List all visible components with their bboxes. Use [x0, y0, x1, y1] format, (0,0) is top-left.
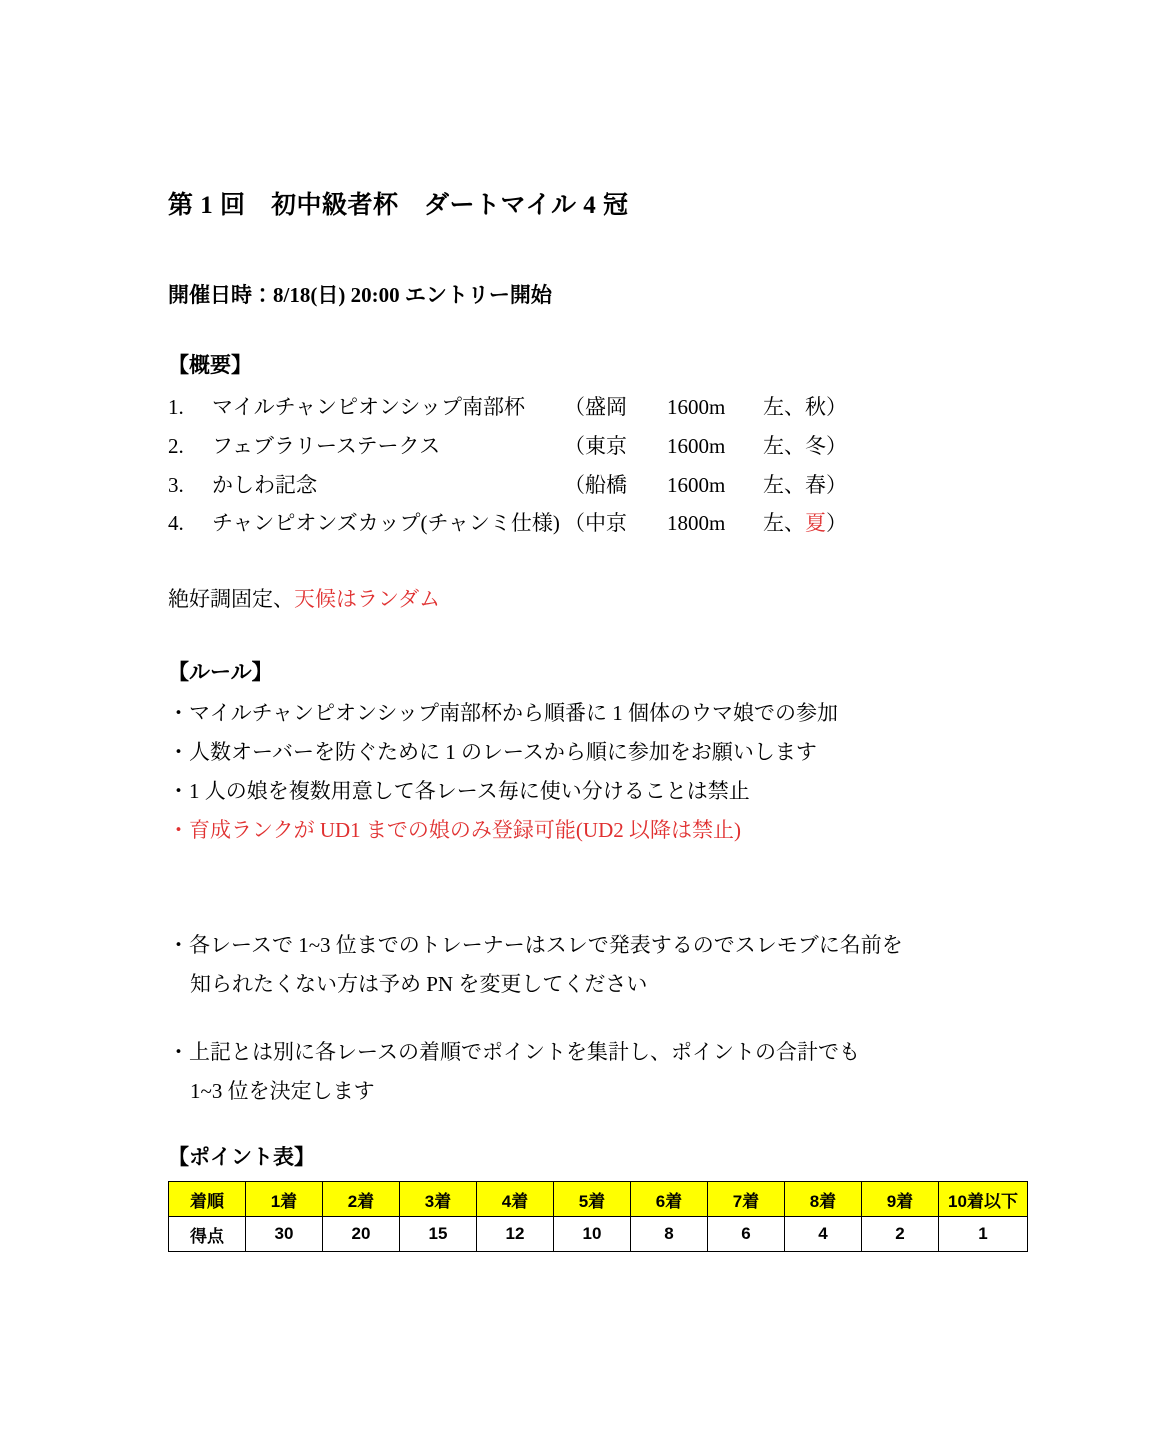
open-paren: （ — [564, 394, 585, 419]
column-header-place: 5着 — [554, 1182, 631, 1217]
table-row — [169, 1182, 1028, 1217]
note-line: 1~3 位を決定します — [190, 1079, 375, 1104]
column-header-place: 8着 — [785, 1182, 862, 1217]
race-condition: 左、秋 — [763, 394, 826, 419]
race-name: かしわ記念 — [212, 472, 317, 497]
race-name: チャンピオンズカップ(チャンミ仕様) — [212, 511, 560, 536]
column-header-place: 7着 — [708, 1182, 785, 1217]
points-value: 12 — [477, 1217, 554, 1252]
note-line: ・各レースで 1~3 位までのトレーナーはスレで発表するのでスレモブに名前を — [168, 932, 903, 957]
event-datetime: 開催日時：8/18(日) 20:00 エントリー開始 — [168, 283, 552, 307]
list-item: ・育成ランクが UD1 までの娘のみ登録可能(UD2 以降は禁止) — [168, 817, 741, 842]
points-table-head — [169, 1182, 1028, 1217]
column-header-place: 10着以下 — [939, 1182, 1028, 1217]
overview-heading: 【概要】 — [168, 353, 252, 378]
race-list — [168, 388, 1028, 543]
race-number: 3. — [168, 472, 184, 497]
open-paren: （ — [564, 511, 585, 536]
rules-heading: 【ルール】 — [168, 659, 273, 684]
column-header-place: 2着 — [323, 1182, 400, 1217]
points-value: 2 — [862, 1217, 939, 1252]
note-line: 知られたくない方は予め PN を変更してください — [190, 971, 648, 996]
close-paren: ） — [826, 511, 847, 536]
points-value: 15 — [400, 1217, 477, 1252]
race-condition-season: 夏 — [805, 511, 826, 536]
race-distance: 1600m — [667, 433, 726, 458]
column-header-place: 9着 — [862, 1182, 939, 1217]
points-value: 4 — [785, 1217, 862, 1252]
column-header-place: 6着 — [631, 1182, 708, 1217]
race-distance: 1600m — [667, 394, 726, 419]
list-item: ・1 人の娘を複数用意して各レース毎に使い分けることは禁止 — [168, 779, 750, 804]
points-value: 10 — [554, 1217, 631, 1252]
column-header-place: 1着 — [246, 1182, 323, 1217]
list-item: ・マイルチャンピオンシップ南部杯から順番に 1 個体のウマ娘での参加 — [168, 701, 839, 726]
close-paren: ） — [826, 433, 847, 458]
race-venue: 船橋 — [585, 472, 627, 497]
race-distance: 1800m — [667, 511, 726, 536]
points-value: 8 — [631, 1217, 708, 1252]
condition-note-black: 絶好調固定、 — [168, 587, 294, 612]
column-header-place: 4着 — [477, 1182, 554, 1217]
race-venue: 盛岡 — [585, 394, 627, 419]
points-value: 30 — [246, 1217, 323, 1252]
close-paren: ） — [826, 472, 847, 497]
race-number: 2. — [168, 433, 184, 458]
race-name: フェブラリーステークス — [212, 433, 441, 458]
note-block-2 — [168, 1033, 1028, 1111]
condition-note-red: 天候はランダム — [294, 587, 441, 612]
condition-note — [168, 583, 1028, 617]
race-name: マイルチャンピオンシップ南部杯 — [212, 394, 526, 419]
column-header-place: 3着 — [400, 1182, 477, 1217]
list-item: ・人数オーバーを防ぐために 1 のレースから順に参加をお願いします — [168, 740, 817, 765]
list-item — [168, 504, 1028, 543]
row-header-points: 得点 — [169, 1217, 246, 1252]
open-paren: （ — [564, 433, 585, 458]
rules-list — [168, 694, 1028, 849]
close-paren: ） — [826, 394, 847, 419]
race-venue: 中京 — [585, 511, 627, 536]
race-condition: 左、冬 — [763, 433, 826, 458]
column-header-rank: 着順 — [169, 1182, 246, 1217]
list-item — [168, 427, 1028, 466]
document-body — [168, 188, 1028, 1252]
race-venue: 東京 — [585, 433, 627, 458]
points-value: 20 — [323, 1217, 400, 1252]
table-row — [169, 1217, 1028, 1252]
note-line: ・上記とは別に各レースの着順でポイントを集計し、ポイントの合計でも — [168, 1040, 860, 1065]
list-item — [168, 466, 1028, 505]
race-condition-prefix: 左、 — [763, 511, 805, 536]
points-value: 1 — [939, 1217, 1028, 1252]
note-block-1 — [168, 926, 1028, 1004]
page-title: 第 1 回 初中級者杯 ダートマイル 4 冠 — [168, 192, 629, 219]
points-table — [168, 1181, 1028, 1252]
race-distance: 1600m — [667, 472, 726, 497]
points-table-body — [169, 1217, 1028, 1252]
race-condition: 左、春 — [763, 472, 826, 497]
race-number: 4. — [168, 511, 184, 536]
list-item — [168, 388, 1028, 427]
points-value: 6 — [708, 1217, 785, 1252]
points-table-heading: 【ポイント表】 — [168, 1145, 315, 1170]
race-number: 1. — [168, 394, 184, 419]
open-paren: （ — [564, 472, 585, 497]
